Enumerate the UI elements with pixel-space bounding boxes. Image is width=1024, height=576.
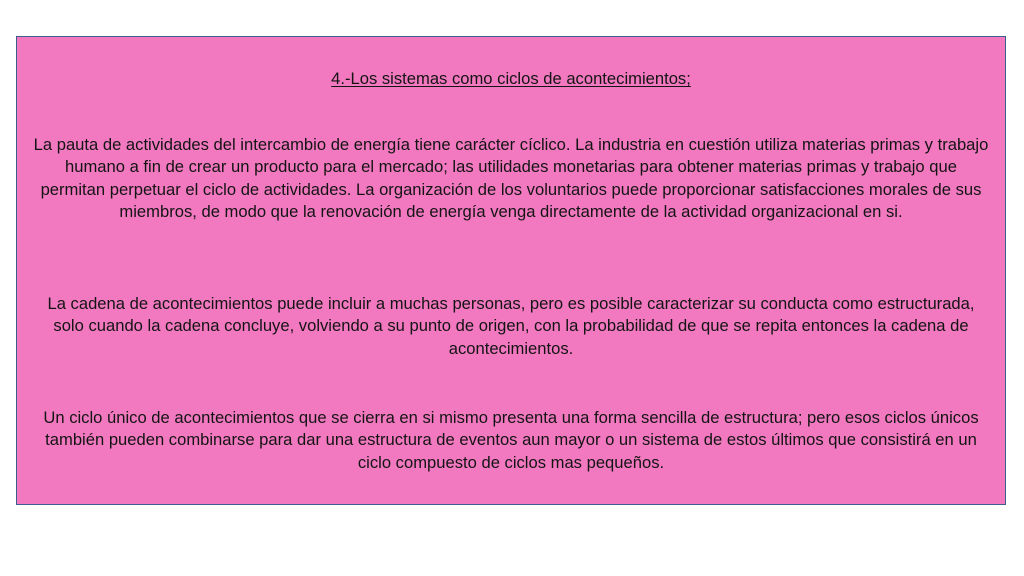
slide-title: 4.-Los sistemas como ciclos de acontecimientos; xyxy=(331,69,691,88)
paragraph-event-chain: La cadena de acontecimientos puede incluir a muchas personas, pero es posible caracterizar su conducta como estructurada, solo cuando la cadena concluye, volviendo a su punto de origen, con la probabilidad de que se repita entonces la cadena de acontecimientos. xyxy=(47,294,975,358)
paragraph-single-cycle: Un ciclo único de acontecimientos que se cierra en si mismo presenta una forma sencilla de estructura; pero esos ciclos únicos también pueden combinarse para dar una estructura de eventos aun mayor o un sistema de estos últimos que consistirá en un ciclo compuesto de ciclos mas pequeños. xyxy=(43,408,979,472)
paragraph-energy-cycle: La pauta de actividades del intercambio de energía tiene carácter cíclico. La industria en cuestión utiliza materias primas y trabajo humano a fin de crear un producto para el mercado; las utilidades monetarias para obtener materias primas y trabajo que permitan perpetuar el ciclo de actividades. La organización de los voluntarios puede proporcionar satisfacciones morales de sus miembros, de modo que la renovación de energía venga directamente de la actividad organizacional en si. xyxy=(33,135,989,222)
content-box xyxy=(16,36,1006,505)
